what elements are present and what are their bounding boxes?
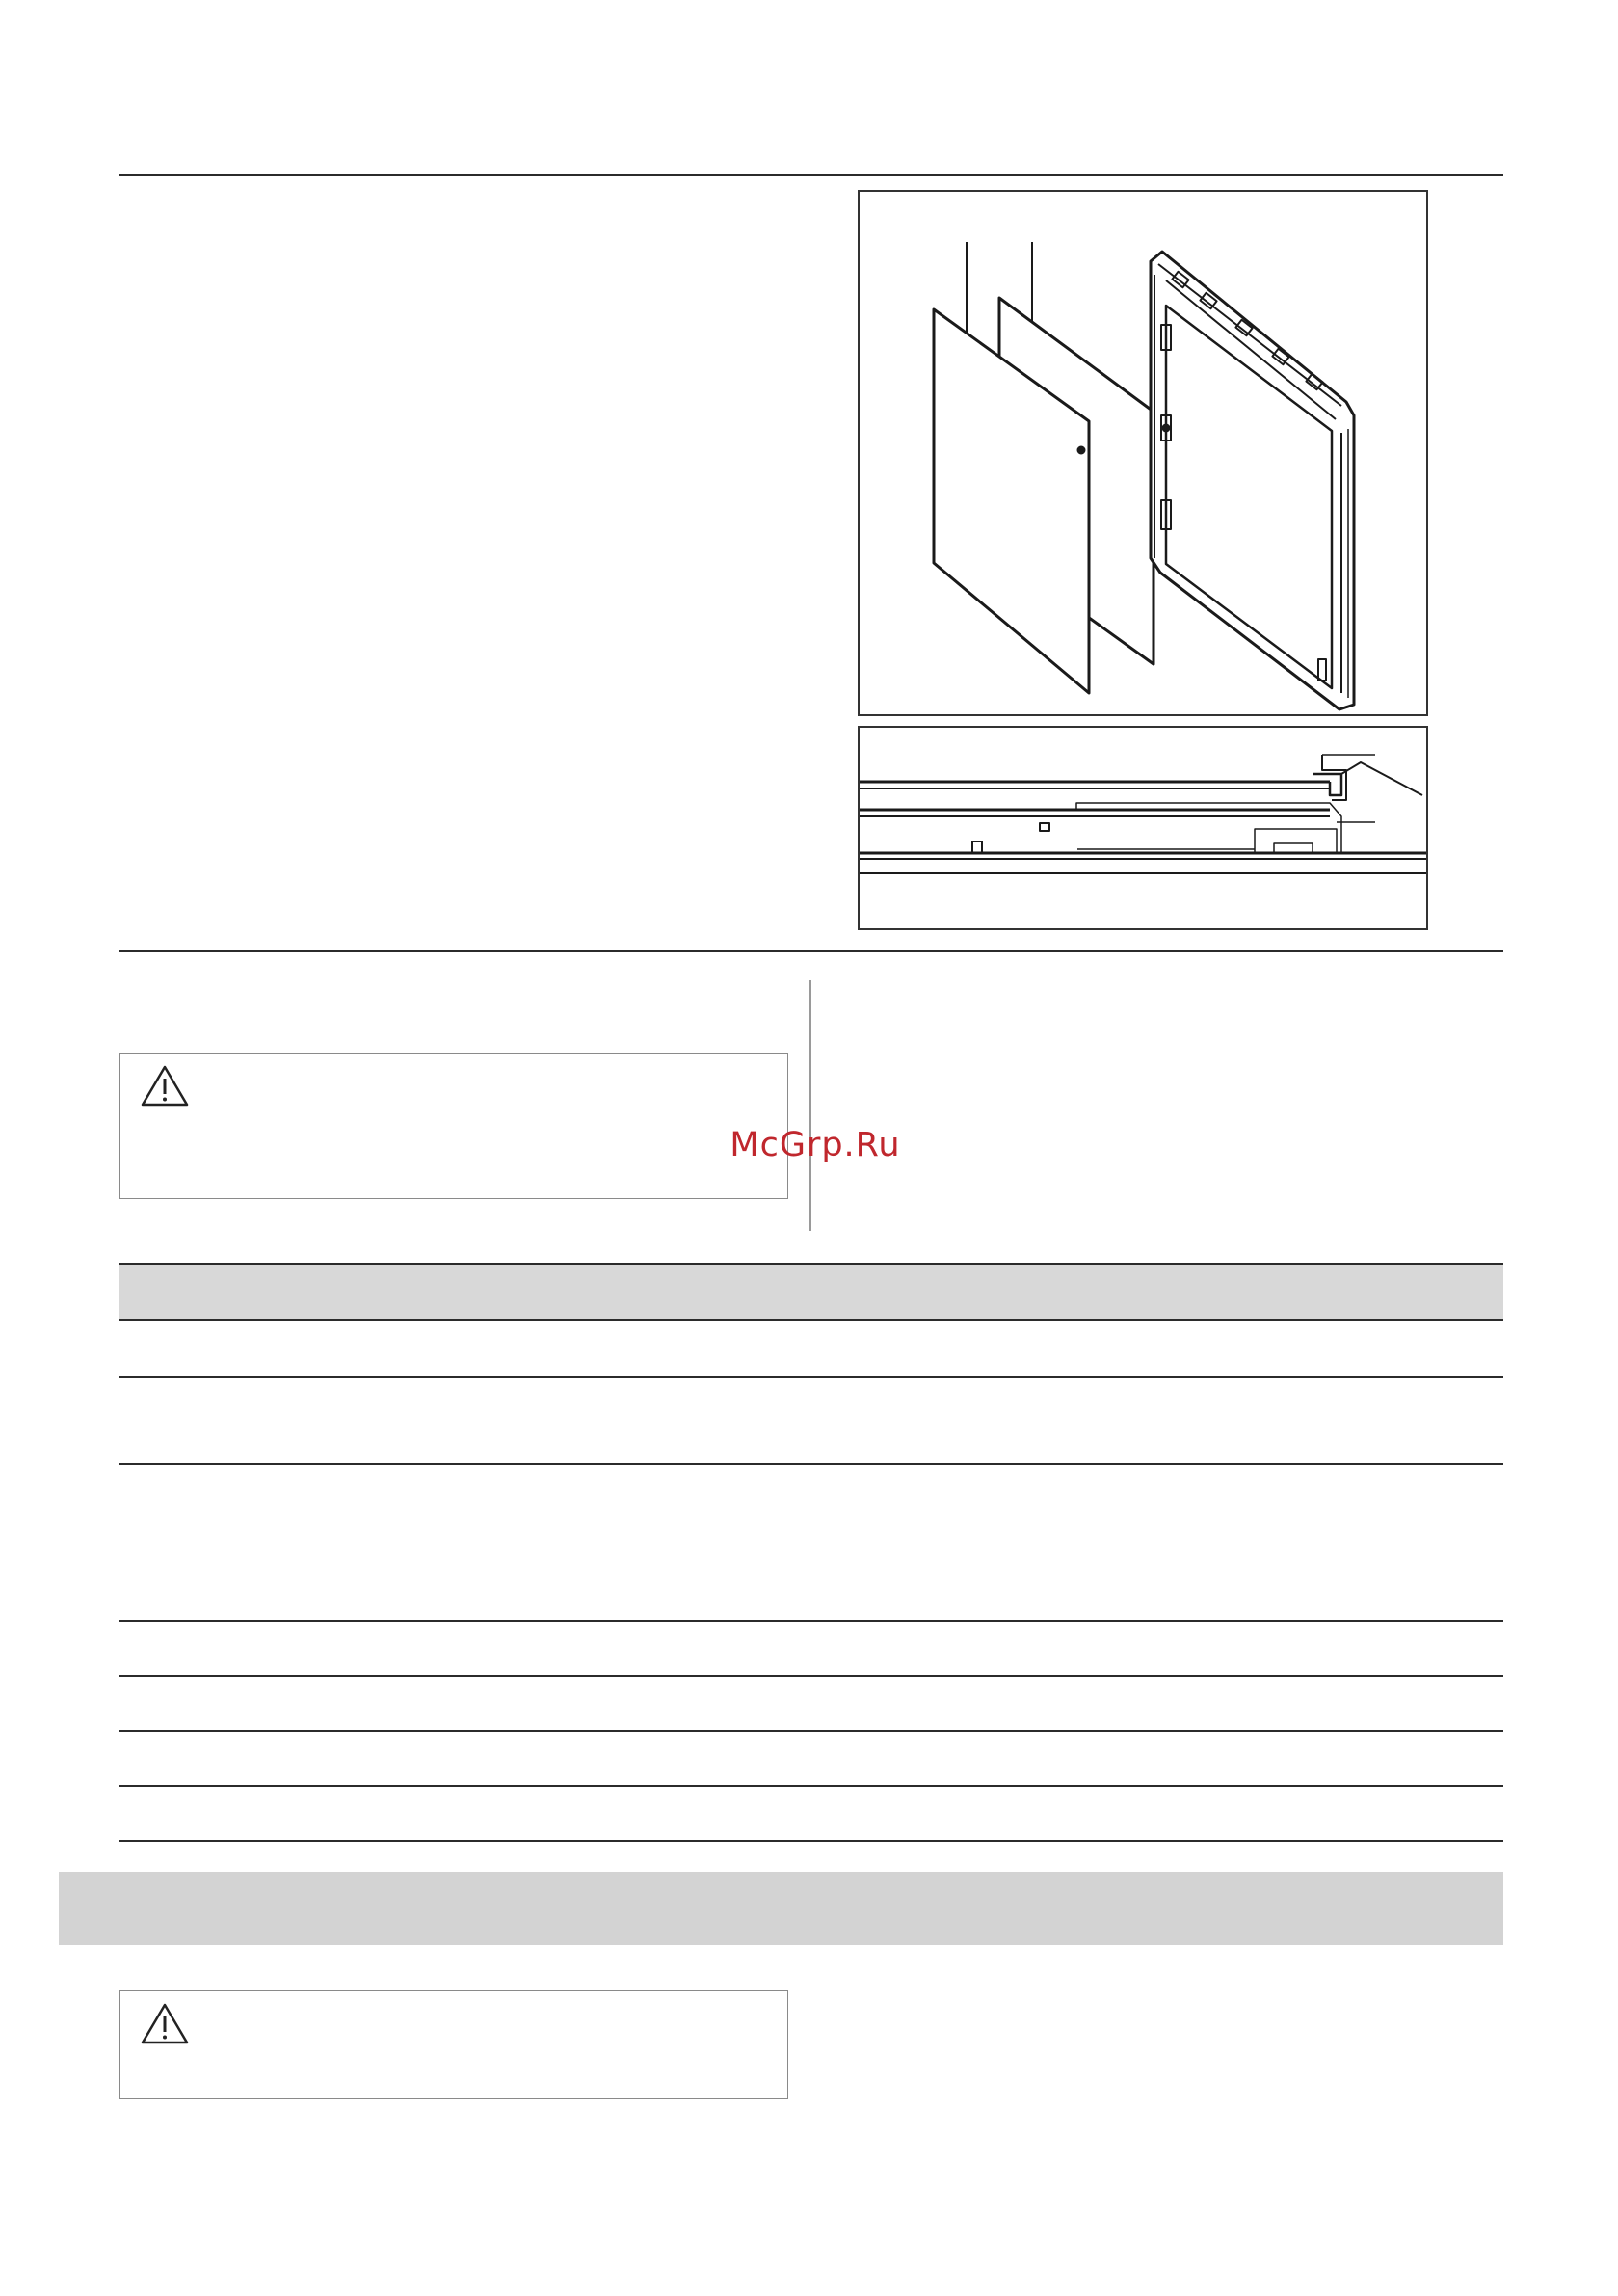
table-row: [119, 1620, 1503, 1622]
door-glass-figure: [858, 190, 1428, 716]
warning-triangle-icon: [140, 1063, 190, 1108]
warning-box-2: [119, 1990, 788, 2099]
warning-box-1: [119, 1053, 788, 1199]
section-heading-band: [59, 1872, 1503, 1945]
door-glass-illustration: [860, 192, 1426, 714]
watermark: McGrp.Ru: [729, 1126, 901, 1164]
table-header: [119, 1263, 1503, 1321]
table-row: [119, 1785, 1503, 1787]
table-row: [119, 1730, 1503, 1732]
table-row: [119, 1463, 1503, 1465]
section-rule: [119, 950, 1503, 952]
table-row: [119, 1675, 1503, 1677]
top-rule: [119, 174, 1503, 176]
column-divider: [809, 980, 811, 1231]
door-section-illustration: [860, 728, 1426, 928]
door-section-figure: [858, 726, 1428, 930]
table-row: [119, 1376, 1503, 1378]
panel-mark: [1078, 447, 1084, 453]
table-row: [119, 1840, 1503, 1842]
warning-triangle-icon: [140, 2001, 190, 2045]
